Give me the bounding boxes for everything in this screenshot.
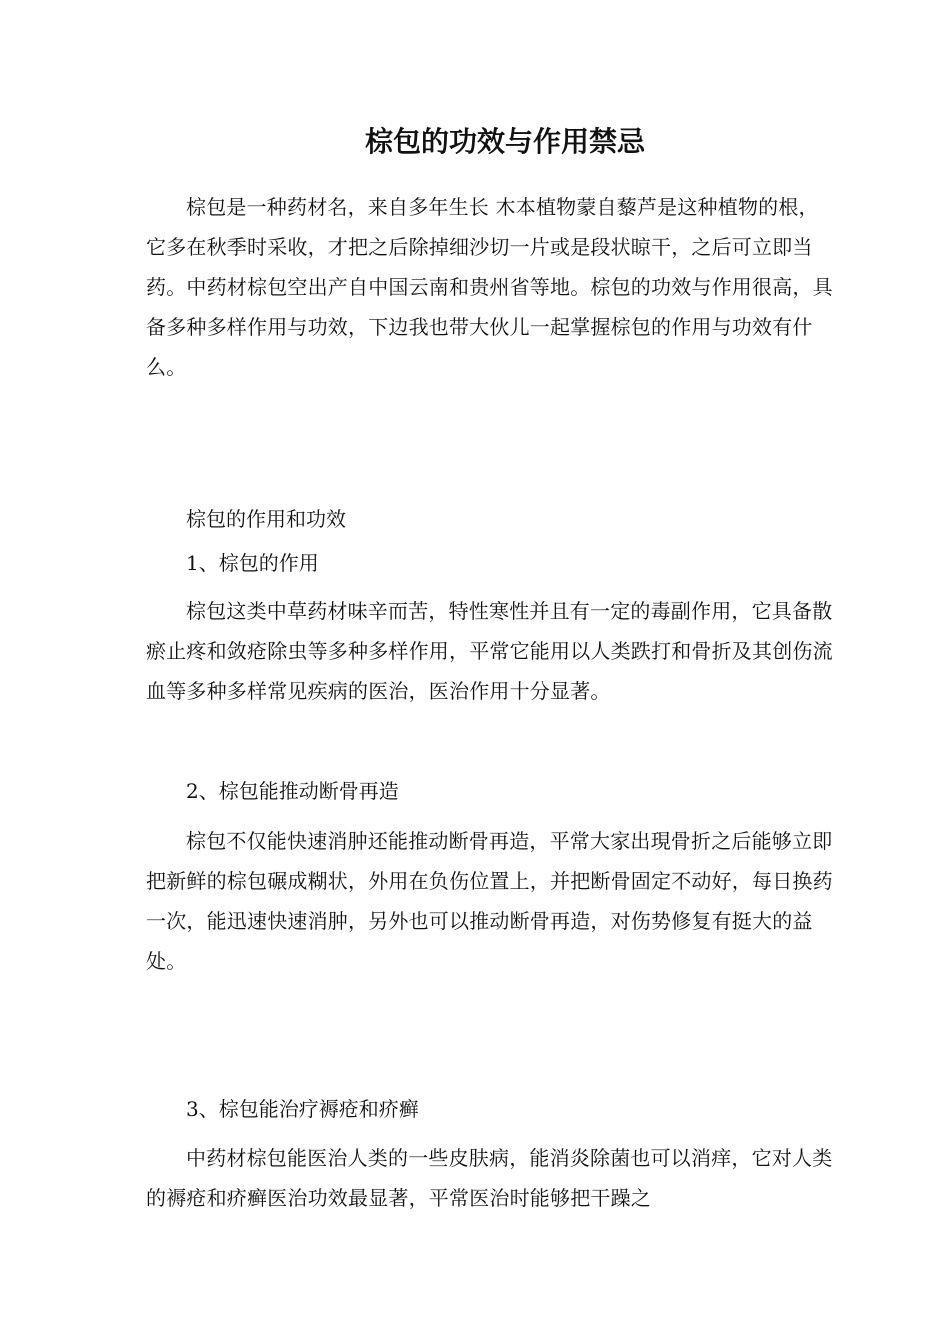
item1-paragraph: 棕包这类中草药材味辛而苦，特性寒性并且有一定的毒副作用，它具备散瘀止疼和敛疮除虫等多种多样作用，平常它能用以人类跌打和骨折及其创伤流血等多种多样常见疾病的医治，医治作用十分显著。 — [146, 599, 833, 703]
item2-heading: 2、棕包能推动断骨再造 — [186, 779, 399, 803]
item3-paragraph: 中药材棕包能医治人类的一些皮肤病，能消炎除菌也可以消痒，它对人类的褥疮和疥癣医治功效最显著，平常医治时能够把干躁之 — [146, 1146, 833, 1210]
document-title: 棕包的功效与作用禁忌 — [364, 125, 645, 158]
intro-paragraph: 棕包是一种药材名，来自多年生长 木本植物蒙自藜芦是这种植物的根，它多在秋季时采收，才把之后除掉细沙切一片或是段状晾干，之后可立即当药。中药材棕包空出产自中国云南和贵州省等地。棕包的功效与作用很高，具备多种多样作用与功效，下边我也带大伙儿一起掌握棕包的作用与功效有什么。 — [146, 195, 833, 379]
section-heading: 棕包的作用和功效 — [186, 507, 346, 531]
item2-paragraph: 棕包不仅能快速消肿还能推动断骨再造，平常大家出現骨折之后能够立即把新鲜的棕包碾成糊状，外用在负伤位置上，并把断骨固定不动好，每日换药一次，能迅速快速消肿，另外也可以推动断骨再造，对伤势修复有挺大的益处。 — [146, 829, 833, 973]
item3-heading: 3、棕包能治疗褥疮和疥癣 — [186, 1097, 419, 1121]
item1-heading: 1、棕包的作用 — [186, 551, 319, 575]
